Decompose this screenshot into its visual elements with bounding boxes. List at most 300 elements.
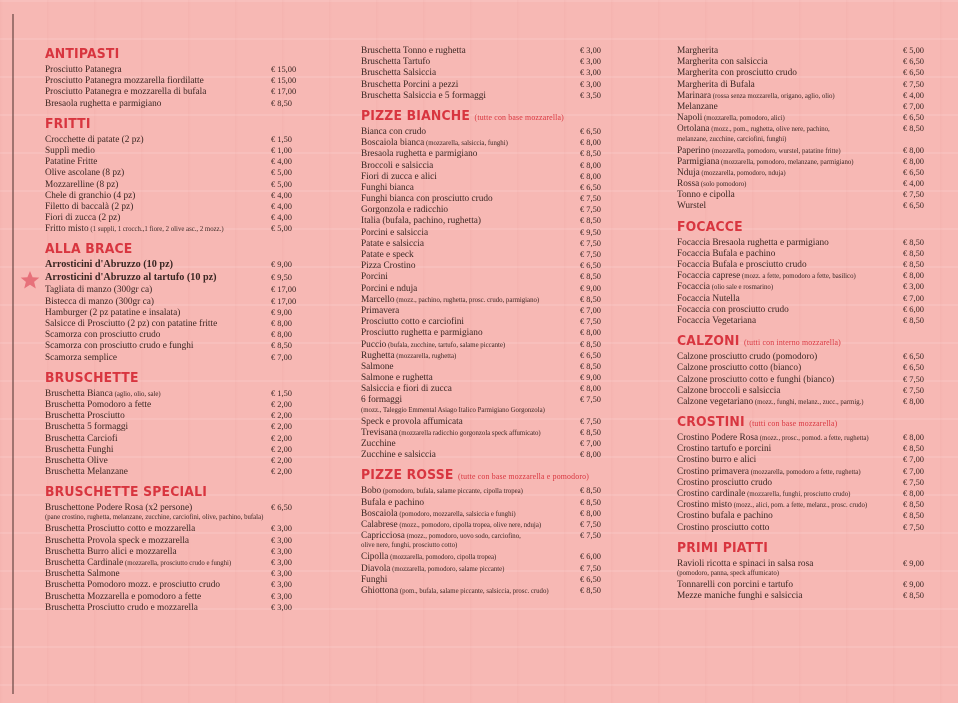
section-title: PRIMI PIATTI <box>677 539 769 556</box>
menu-item-price: € 6,50 <box>580 261 601 271</box>
section-title: FOCACCE <box>677 218 743 235</box>
menu-item-price: € 3,00 <box>271 569 292 579</box>
menu-item <box>45 388 307 399</box>
menu-item-name <box>361 172 580 183</box>
menu-item <box>45 591 307 602</box>
menu-item-name <box>677 146 903 157</box>
menu-item <box>45 329 307 340</box>
menu-item <box>45 466 307 477</box>
menu-item-name <box>677 511 903 522</box>
menu-item-name <box>45 146 271 157</box>
menu-item-price: € 8,50 <box>903 500 924 510</box>
menu-item-name-text: Bruschetta Prosciutto <box>45 411 125 422</box>
menu-item-name-text: (pomodoro, panna, speck affumicato) <box>677 569 779 577</box>
menu-item-name <box>45 99 271 110</box>
menu-item-name-text: (mozz., Taleggio Emmental Asiago Italico Parmigiano Gorgonzola) <box>361 406 545 414</box>
menu-item-name-text: Bruschetta Cardinale <box>45 558 124 568</box>
menu-item <box>361 171 616 182</box>
menu-item-name <box>677 489 903 500</box>
menu-item-name <box>361 138 580 149</box>
menu-item-price: € 7,50 <box>580 250 601 259</box>
menu-item-name-text: Ghiottona <box>361 585 399 596</box>
menu-item-name <box>45 191 271 202</box>
menu-item-name-text: Gorgonzola e radicchio <box>361 205 449 216</box>
menu-item-price: € 17,00 <box>271 296 297 306</box>
menu-item-price: € 2,00 <box>271 399 292 409</box>
menu-item-name-text: Bistecca di manzo (300gr ca) <box>45 296 154 307</box>
menu-item-price: € 8,00 <box>580 328 601 338</box>
menu-item-name-text: Crostino prosciutto crudo <box>677 477 773 488</box>
menu-item <box>677 443 939 454</box>
menu-item-name-text: 6 formaggi <box>361 395 403 406</box>
menu-item-price: € 15,00 <box>271 76 297 86</box>
menu-item <box>361 563 616 574</box>
menu-item-name-text: Calzone prosciutto crudo (pomodoro) <box>677 352 818 363</box>
menu-item-name <box>361 284 580 295</box>
menu-item-name <box>45 592 271 603</box>
menu-item-name <box>361 520 580 531</box>
menu-item-name-text: Capricciosa <box>361 531 405 542</box>
menu-item-name <box>45 319 271 330</box>
menu-item-ingredients: (mozzarella, pomodoro a fette, rughetta) <box>749 468 861 476</box>
menu-item <box>361 249 616 260</box>
menu-item-price: € 7,00 <box>903 293 924 303</box>
menu-item-name <box>677 444 903 455</box>
menu-item-price: € 3,00 <box>580 46 601 55</box>
section-title: ANTIPASTI <box>45 46 120 62</box>
menu-item-name <box>361 183 580 194</box>
menu-item-name-text: Parmigiana <box>677 156 720 167</box>
menu-item <box>677 293 939 304</box>
menu-item-name <box>361 261 580 272</box>
menu-item-name <box>677 135 903 145</box>
menu-item-name <box>361 57 580 68</box>
menu-item-name-text: Crostino bufala e pachino <box>677 511 773 522</box>
menu-item <box>677 45 939 56</box>
menu-item-price: € 8,00 <box>580 138 601 148</box>
menu-item-price: € 8,50 <box>903 237 924 247</box>
menu-item <box>45 399 307 410</box>
menu-item-name-text: Scamorza con prosciutto crudo <box>45 330 161 341</box>
section-heading-bruschette <box>45 369 286 388</box>
menu-item-name <box>361 46 580 57</box>
menu-item-name <box>677 352 903 363</box>
menu-item-name-text: Funghi bianca <box>361 182 414 193</box>
menu-item-name-text: Napoli <box>677 113 703 124</box>
menu-item-name <box>677 591 903 602</box>
menu-item <box>45 579 307 590</box>
menu-item-price: € 9,00 <box>271 307 292 317</box>
menu-item <box>361 227 616 238</box>
menu-item-price: € 9,00 <box>903 558 924 568</box>
menu-item-price: € 7,50 <box>580 395 601 405</box>
menu-item-ingredients: (1 suppli, 1 crocch.,1 fiore, 2 olive asc., 2 mozz.) <box>88 226 224 234</box>
menu-item <box>45 502 307 513</box>
menu-item <box>45 455 307 466</box>
menu-item-price: € 8,00 <box>903 396 924 406</box>
menu-item-ingredients: (pomodoro, mozzarella, salsiccia e funghi) <box>397 510 516 518</box>
menu-item-name-text: Focaccia con prosciutto crudo <box>677 304 789 315</box>
menu-item-ingredients: (mozz., alici, pom. a fette, melanz., prosc. crudo) <box>732 502 868 510</box>
menu-item-name-text: Bruschettone Podere Rosa (x2 persone) <box>45 503 193 514</box>
menu-item-name <box>677 57 903 68</box>
menu-item-name-text: Bufala e pachino <box>361 497 424 508</box>
menu-item-price: € 7,00 <box>580 305 601 315</box>
menu-item-name-text: Bruschetta Funghi <box>45 444 114 455</box>
menu-item-name <box>361 509 580 520</box>
menu-item <box>361 238 616 249</box>
menu-item-name-text: Boscaiola bianca <box>361 138 425 149</box>
menu-item-ingredients: (solo pomodoro) <box>699 181 747 189</box>
menu-item-price: € 7,50 <box>903 79 924 89</box>
menu-item-name-text: Patatine Fritte <box>45 157 98 168</box>
menu-item-name-text: Bruschetta Melanzane <box>45 467 128 478</box>
menu-item <box>45 340 307 351</box>
menu-item-name-text: Crocchette di patate (2 pz) <box>45 134 144 145</box>
menu-item-price: € 8,50 <box>580 294 601 304</box>
menu-item <box>361 416 616 427</box>
menu-item <box>361 90 616 101</box>
menu-item <box>361 485 616 496</box>
menu-item-name-text: Bianca con crudo <box>361 126 427 137</box>
menu-item-name <box>677 397 903 408</box>
menu-item-ingredients: (pom., bufala, salame piccante, salsiccia, prosc. crudo) <box>398 587 549 595</box>
menu-item-name <box>677 168 903 179</box>
menu-item-name-text: Porcini e salsiccia <box>361 227 429 238</box>
menu-item <box>677 259 939 270</box>
menu-item-name-text: Margherita di Bufala <box>677 79 755 90</box>
menu-item-name <box>45 547 271 558</box>
menu-item-description <box>45 513 307 523</box>
menu-item <box>677 156 939 167</box>
menu-item-price: € 3,00 <box>580 68 601 78</box>
menu-item-name <box>45 524 271 535</box>
menu-item-name <box>45 308 271 319</box>
menu-item <box>45 535 307 546</box>
menu-item-name <box>677 569 903 579</box>
menu-item-name-text: Prosciutto Patanegra mozzarella fiordilatte <box>45 76 204 87</box>
menu-item-name-text: Tonno e cipolla <box>677 190 735 201</box>
menu-item-price: € 2,00 <box>271 433 292 443</box>
menu-item-name <box>45 224 271 235</box>
menu-item <box>361 148 616 159</box>
menu-item-name <box>677 260 903 271</box>
menu-item-name <box>677 294 903 305</box>
menu-item <box>677 101 939 112</box>
menu-item <box>677 200 939 211</box>
menu-item-price: € 7,00 <box>580 439 601 448</box>
menu-item-price: € 1,00 <box>271 145 292 155</box>
menu-item <box>677 385 939 396</box>
menu-item-price: € 8,00 <box>903 156 924 166</box>
menu-column-left <box>45 45 307 613</box>
menu-item-name-text: Prosciutto rughetta e parmigiano <box>361 328 483 339</box>
menu-item-name <box>45 202 271 213</box>
menu-item-price: € 2,00 <box>271 444 292 454</box>
menu-item-name-text: Bresaola rughetta e parmigiano <box>45 98 162 109</box>
menu-item-price: € 9,00 <box>580 373 601 383</box>
menu-item-name-text: Focaccia Bufala e prosciutto crudo <box>677 260 807 270</box>
menu-item-name <box>45 536 271 547</box>
menu-item-name-text: Cipolla <box>361 552 389 563</box>
menu-item <box>361 574 616 585</box>
menu-item <box>677 123 939 134</box>
menu-item-ingredients: (mozz. a fette, pomodoro a fette, basilico) <box>740 273 856 281</box>
menu-item-price: € 9,50 <box>580 227 601 237</box>
menu-item-name-text: Bruschetta Tonno e rughetta <box>361 46 466 56</box>
menu-item-price: € 8,50 <box>903 260 924 269</box>
menu-item <box>45 75 307 86</box>
menu-item-name <box>361 439 580 450</box>
menu-item-price: € 7,00 <box>271 352 292 362</box>
menu-item <box>361 497 616 508</box>
menu-item-price: € 8,50 <box>903 591 924 601</box>
menu-item-name <box>45 580 271 591</box>
menu-item-name-text: Mezze maniche funghi e salsiccia <box>677 591 803 602</box>
menu-item-price: € 8,50 <box>580 361 601 371</box>
menu-item-price: € 7,50 <box>580 519 601 529</box>
menu-item <box>45 223 307 234</box>
menu-item <box>45 318 307 329</box>
menu-item-ingredients: (mozz., pomodoro, cipolla tropea, olive nere, nduja) <box>397 521 542 529</box>
menu-item-price: € 3,00 <box>271 580 292 590</box>
menu-item-name-text: Fritto misto <box>45 224 89 235</box>
menu-item-name <box>361 406 580 416</box>
menu-item-price: € 7,50 <box>903 522 924 532</box>
menu-item-ingredients: (mozz., pom., rughetta, olive nere, pachino, <box>709 126 830 134</box>
menu-item <box>677 579 939 590</box>
menu-item-name <box>45 76 271 87</box>
section-heading-antipasti <box>45 45 286 64</box>
menu-item <box>361 193 616 204</box>
menu-item-name <box>677 157 903 168</box>
menu-item-price: € 6,50 <box>903 68 924 78</box>
menu-item-price: € 7,50 <box>903 477 924 487</box>
menu-item-name <box>677 113 903 124</box>
section-heading-primi-piatti <box>677 539 918 558</box>
menu-item-name <box>45 422 271 433</box>
menu-item-name-text: Bruschetta Tartufo <box>361 57 431 68</box>
menu-item-name-text: Porcini e nduja <box>361 283 418 294</box>
menu-item-name-text: Marinara <box>677 90 712 101</box>
menu-item-price: € 6,50 <box>903 363 924 373</box>
menu-item-price: € 2,00 <box>271 467 292 477</box>
menu-item <box>361 372 616 383</box>
menu-item-name <box>361 428 580 439</box>
section-heading-bruschette-speciali <box>45 483 286 502</box>
menu-item-name-text: melanzane, zucchine, carciofini, funghi) <box>677 135 787 143</box>
menu-item-name <box>361 486 580 497</box>
menu-item <box>361 160 616 171</box>
menu-item-price: € 9,00 <box>271 260 292 270</box>
menu-item-name-text: Supplì medio <box>45 145 95 156</box>
section-heading-calzoni <box>677 332 918 351</box>
menu-item-price: € 8,00 <box>903 145 924 155</box>
menu-item-price: € 8,50 <box>580 486 601 496</box>
menu-item-name-text: Patate e speck <box>361 250 414 260</box>
menu-item <box>45 201 307 212</box>
menu-item-ingredients: (mozzarella, pomodoro, cipolla tropea) <box>388 554 497 562</box>
section-title: BRUSCHETTE <box>45 369 139 386</box>
menu-item <box>361 383 616 394</box>
menu-item <box>45 212 307 223</box>
menu-item-name-text: Marcello <box>361 294 395 305</box>
menu-item-price: € 6,50 <box>903 201 924 211</box>
menu-item-price: € 6,50 <box>903 113 924 123</box>
menu-item-name <box>677 478 903 489</box>
menu-item-name-text: Wurstel <box>677 201 707 212</box>
menu-item-name <box>361 216 580 227</box>
menu-item-name-text: Scamorza con prosciutto crudo e funghi <box>45 341 194 352</box>
menu-item-ingredients: (mozz., prosc., pomod. a fette, rughetta) <box>758 435 869 443</box>
menu-item-ingredients: (rossa senza mozzarella, origano, aglio, olio) <box>711 92 835 100</box>
menu-item-name <box>677 68 903 79</box>
menu-item <box>361 271 616 282</box>
menu-item <box>677 432 939 443</box>
menu-item-price: € 6,50 <box>580 574 601 584</box>
menu-item-price: € 8,00 <box>580 384 601 394</box>
menu-item <box>677 522 939 533</box>
menu-item-name-text: Crostino Podere Rosa <box>677 433 759 444</box>
menu-item-name <box>45 456 271 467</box>
menu-item <box>45 352 307 363</box>
menu-item-name <box>361 340 580 351</box>
menu-item-price: € 8,00 <box>580 171 601 181</box>
menu-item-price: € 6,00 <box>580 552 601 562</box>
menu-item-name-text: Prosciutto Patanegra <box>45 65 122 75</box>
menu-item-name <box>677 190 903 201</box>
menu-item <box>361 260 616 271</box>
menu-item-price: € 8,50 <box>580 149 601 159</box>
menu-item-name-text: olive nere, funghi, prosciutto cotto) <box>361 542 458 550</box>
menu-item <box>361 350 616 361</box>
menu-item-price: € 5,00 <box>271 179 292 189</box>
menu-item-ingredients: (mozz., pachino, rughetta, prosc. crudo, parmigiano) <box>394 296 540 304</box>
section-heading-pizze-rosse <box>361 466 596 485</box>
menu-item-name-text: Scamorza semplice <box>45 352 118 363</box>
menu-item-price: € 4,00 <box>271 213 292 223</box>
menu-item-name-text: Bruschetta Bianca <box>45 388 113 399</box>
menu-item-name <box>361 91 580 102</box>
menu-item-name <box>45 558 271 569</box>
menu-item-ingredients: (mozzarella, pomodoro, wurstel, patatine fritte) <box>710 147 841 155</box>
section-title: PIZZE ROSSE <box>361 467 454 484</box>
menu-item-price: € 4,00 <box>271 157 292 167</box>
menu-item-ingredients: (mozzarella, salsiccia, funghi) <box>424 140 508 148</box>
menu-item-name-text: Broccoli e salsiccia <box>361 160 434 171</box>
menu-item-name-text: Bresaola rughetta e parmigiano <box>361 149 478 160</box>
menu-item-name <box>361 450 580 461</box>
menu-item-name-text: Italia (bufala, pachino, rughetta) <box>361 216 482 227</box>
menu-item <box>45 307 307 318</box>
menu-item-name-text: Fiori di zucca e alici <box>361 171 437 182</box>
menu-item-price: € 8,50 <box>271 98 292 108</box>
menu-item <box>677 454 939 465</box>
menu-item <box>361 449 616 460</box>
menu-item-name-text: Arrosticini d'Abruzzo al tartufo (10 pz) <box>45 271 217 283</box>
menu-item-name-text: Bruschetta Olive <box>45 455 108 466</box>
menu-item-name-text: Funghi bianca con prosciutto crudo <box>361 194 493 205</box>
menu-item <box>361 215 616 226</box>
menu-item-price: € 7,50 <box>580 416 601 426</box>
menu-item <box>361 427 616 438</box>
menu-item <box>45 145 307 156</box>
menu-item <box>361 283 616 294</box>
section-note: (tutti con base mozzarella) <box>749 418 838 429</box>
menu-item-price: € 7,50 <box>903 190 924 200</box>
menu-item-description <box>361 541 616 551</box>
menu-item-ingredients: (olio sale e rosmarino) <box>710 284 774 292</box>
menu-item-name <box>45 135 271 146</box>
menu-item-price: € 8,50 <box>903 511 924 521</box>
menu-item-price: € 6,50 <box>903 352 924 362</box>
menu-item-price: € 2,00 <box>271 422 292 432</box>
menu-item-name <box>677 271 903 282</box>
menu-item-price: € 8,00 <box>271 319 292 328</box>
menu-item-name <box>361 498 580 509</box>
menu-item-name <box>45 467 271 478</box>
menu-item-name <box>361 80 580 91</box>
menu-item-name-text: Bruschetta Pomodoro a fette <box>45 399 152 410</box>
menu-column-center <box>361 45 616 596</box>
menu-item <box>361 56 616 67</box>
menu-item-name <box>361 68 580 79</box>
menu-item-price: € 5,00 <box>271 168 292 178</box>
menu-item-name <box>677 179 903 190</box>
menu-item-name <box>677 580 903 591</box>
menu-item-name-text: Boscaiola <box>361 508 398 519</box>
menu-item-name-text: Pizza Crostino <box>361 261 416 272</box>
menu-item-price: € 3,00 <box>271 524 292 534</box>
menu-item <box>677 67 939 78</box>
menu-item-name-text: Crostino primavera <box>677 466 750 477</box>
menu-item <box>45 568 307 579</box>
section-title: PIZZE BIANCHE <box>361 107 471 124</box>
menu-item-name-text: Prosciutto cotto e carciofini <box>361 317 465 328</box>
menu-item-name-text: Fiori di zucca (2 pz) <box>45 213 121 224</box>
menu-item-price: € 1,50 <box>271 388 292 398</box>
menu-item-name <box>45 341 271 352</box>
menu-item-name-text: Ravioli ricotta e spinaci in salsa rosa <box>677 558 814 569</box>
menu-item-price: € 8,50 <box>903 248 924 258</box>
menu-item-name <box>45 285 271 296</box>
section-title: BRUSCHETTE SPECIALI <box>45 484 208 501</box>
section-note: (tutti con interno mozzarella) <box>744 337 841 348</box>
menu-item <box>45 410 307 421</box>
menu-item-name <box>361 306 580 317</box>
menu-item <box>677 477 939 488</box>
menu-item-name <box>677 375 903 386</box>
menu-item-price: € 7,50 <box>580 317 601 327</box>
menu-item <box>361 305 616 316</box>
menu-item-name-text: Bruschetta Prosciutto cotto e mozzarella <box>45 524 196 535</box>
menu-item <box>45 134 307 145</box>
menu-item-name-text: Porcini <box>361 272 388 283</box>
menu-item-name-text: Margherita <box>677 46 719 56</box>
menu-item-price: € 8,00 <box>580 508 601 518</box>
section-heading-focacce <box>677 218 918 237</box>
section-heading-crostini <box>677 413 918 432</box>
menu-item-name-text: Calabrese <box>361 519 398 530</box>
menu-item-name-text: Filetto di baccalà (2 pz) <box>45 201 134 212</box>
menu-item-name-text: Crostino cardinale <box>677 489 746 499</box>
menu-item <box>45 523 307 534</box>
menu-item <box>45 602 307 613</box>
section-heading-fritti <box>45 115 286 134</box>
menu-item-name <box>361 272 580 283</box>
menu-item-price: € 4,00 <box>903 179 924 189</box>
menu-item <box>677 145 939 156</box>
